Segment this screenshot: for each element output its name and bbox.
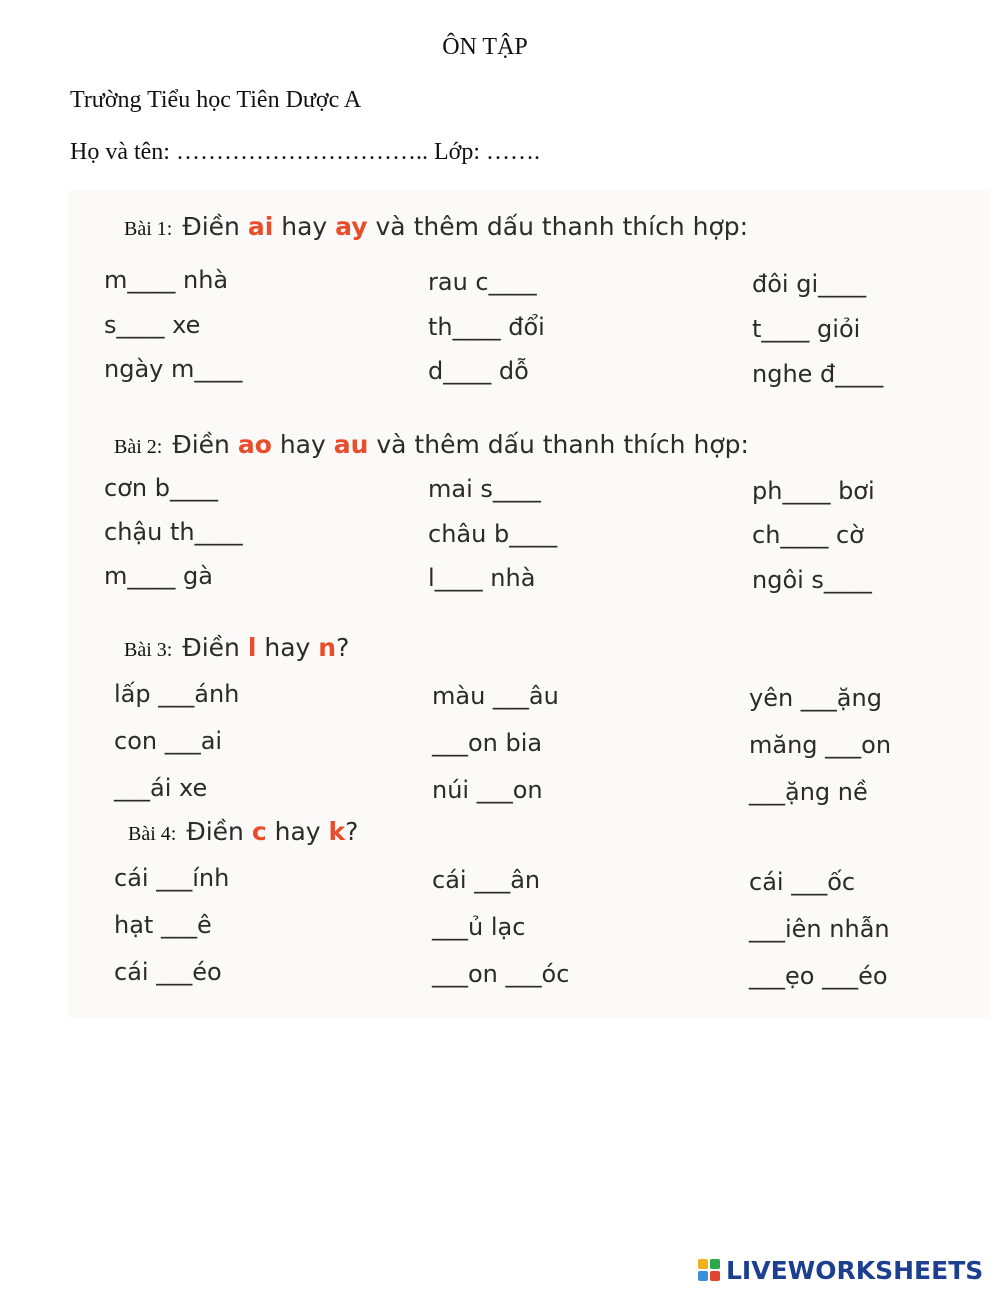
exercise-2-item[interactable]: l____ nhà [428,564,536,592]
exercise-3-item[interactable]: yên ___ặng [749,684,882,712]
exercise-label: Bài 1: [124,218,173,240]
exercise-3-item[interactable]: núi ___on [432,776,543,804]
logo-blocks-icon [698,1259,720,1281]
instruction-text: Điền [172,430,238,459]
exercise-2-item[interactable]: cơn b____ [104,474,218,502]
exercise-3-item[interactable]: măng ___on [749,731,892,759]
instruction-text: và thêm dấu thanh thích hợp: [368,430,749,459]
exercise-label: Bài 4: [128,823,177,845]
instruction-text: Điền [182,212,248,241]
exercise-4-item[interactable]: cái ___ính [114,864,230,892]
exercise-2-item[interactable]: ch____ cờ [752,521,864,549]
school-name: Trường Tiểu học Tiên Dược A [70,87,362,113]
exercise-2-item[interactable]: mai s____ [428,475,541,503]
exercise-3-item[interactable]: ___on bia [432,729,543,757]
liveworksheets-logo [698,1255,983,1285]
exercise-1-item[interactable]: t____ giỏi [752,315,861,343]
name-class-line: Họ và tên: ………………………….. Lớp: ……. [70,139,540,165]
exercise-3-item[interactable]: ___ặng nề [749,778,868,806]
instruction-text: Điền [182,633,248,662]
exercise-4-item[interactable]: ___ủ lạc [432,913,526,941]
exercise-4-item[interactable]: hạt ___ê [114,911,212,939]
exercise-1-item[interactable]: th____ đổi [428,313,545,341]
logo-block [698,1271,708,1281]
exercise-1-item[interactable]: m____ nhà [104,266,229,294]
exercise-3-heading [124,633,349,662]
exercise-2-item[interactable]: châu b____ [428,520,558,548]
instruction-text: ? [345,817,359,846]
option-2: au [333,430,369,459]
exercise-4-item[interactable]: cái ___éo [114,958,222,986]
exercise-4-item[interactable]: ___on ___óc [432,960,570,988]
exercise-2-item[interactable]: m____ gà [104,562,213,590]
exercise-1-item[interactable]: d____ dỗ [428,357,529,385]
logo-text: LIVEWORKSHEETS [726,1255,984,1285]
instruction-text: hay [273,212,336,241]
option-2: ay [335,212,368,241]
logo-block [710,1259,720,1269]
exercise-3-item[interactable]: lấp ___ánh [114,680,240,708]
instruction-text: và thêm dấu thanh thích hợp: [367,212,749,241]
instruction-text: Điền [186,817,252,846]
logo-block [710,1271,720,1281]
exercise-2-heading [114,430,749,459]
option-1: ai [247,212,274,241]
option-2: k [328,817,346,846]
exercise-2-item[interactable]: ph____ bơi [752,477,875,505]
exercise-4-item[interactable]: ___ẹo ___éo [749,962,888,990]
option-1: ao [237,430,272,459]
exercise-2-item[interactable]: chậu th____ [104,518,243,546]
exercise-1-item[interactable]: đôi gi____ [752,270,867,298]
exercise-1-item[interactable]: s____ xe [104,311,201,339]
exercise-4-item[interactable]: cái ___ốc [749,868,856,896]
option-1: c [251,817,267,846]
exercise-2-item[interactable]: ngôi s____ [752,566,872,594]
exercise-label: Bài 2: [114,436,163,458]
exercise-1-item[interactable]: ngày m____ [104,355,243,383]
exercise-1-item[interactable]: rau c____ [428,268,537,296]
logo-block [698,1259,708,1269]
exercise-4-item[interactable]: cái ___ân [432,866,541,894]
exercise-3-item[interactable]: con ___ai [114,727,223,755]
instruction-text: hay [256,633,319,662]
instruction-text: hay [266,817,329,846]
option-1: l [247,633,257,662]
exercise-3-item[interactable]: màu ___âu [432,682,559,710]
exercise-label: Bài 3: [124,639,173,661]
page-title: ÔN TẬP [442,34,528,60]
instruction-text: ? [336,633,350,662]
instruction-text: hay [271,430,334,459]
exercise-1-heading [124,212,748,241]
exercise-3-item[interactable]: ___ái xe [114,774,208,802]
exercise-4-item[interactable]: ___iên nhẫn [749,915,890,943]
exercise-1-item[interactable]: nghe đ____ [752,360,884,388]
option-2: n [318,633,337,662]
exercise-4-heading [128,817,358,846]
